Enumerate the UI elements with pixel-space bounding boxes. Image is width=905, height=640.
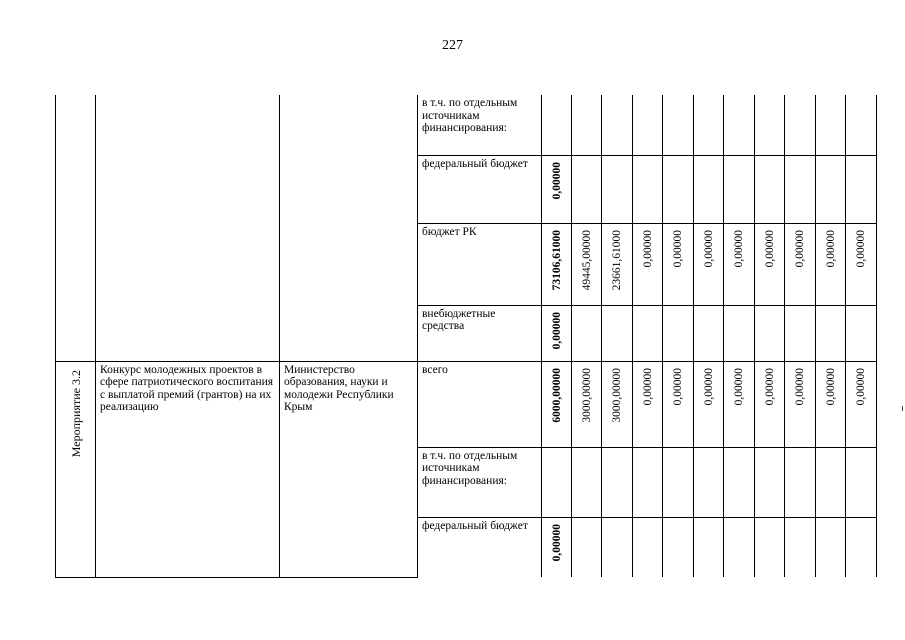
budget-table [55, 95, 877, 578]
total-cell [542, 517, 572, 577]
year-value: 0,00000 [732, 367, 745, 405]
year-cell [724, 305, 755, 361]
cell-text: в т.ч. по отдельным источникам финансирования: [422, 97, 518, 134]
year-cell [663, 361, 694, 447]
total-value: 0,00000 [550, 523, 563, 561]
year-value: 0,00000 [824, 367, 837, 405]
year-cell [755, 155, 785, 223]
year-cell [633, 305, 663, 361]
table-row [56, 361, 877, 447]
year-value: 0,00000 [824, 229, 837, 267]
total-cell [542, 95, 572, 155]
year-cell [755, 95, 785, 155]
source-label-cell [418, 361, 542, 447]
year-cell [724, 447, 755, 517]
year-cell [785, 447, 816, 517]
year-cell [785, 95, 816, 155]
total-value: 6000,00000 [550, 367, 563, 423]
year-cell [633, 95, 663, 155]
year-value: 0,00000 [793, 229, 806, 267]
year-cell [785, 223, 816, 305]
event-number-cell [56, 361, 96, 577]
event-name-cell [96, 361, 280, 577]
total-cell [542, 361, 572, 447]
cell-text: Министерство образования, науки и молодежи Республики Крым [284, 363, 394, 413]
year-cell [785, 361, 816, 447]
event-number: Мероприятие 3.2 [68, 369, 83, 457]
year-cell [846, 361, 877, 447]
year-cell [816, 305, 846, 361]
year-cell [694, 155, 724, 223]
year-cell [755, 447, 785, 517]
year-cell [785, 517, 816, 577]
year-value: 0,00000 [763, 367, 776, 405]
year-cell [602, 517, 633, 577]
year-cell [633, 155, 663, 223]
year-cell [663, 517, 694, 577]
page-number: 227 [442, 38, 463, 53]
source-label-cell [418, 517, 542, 577]
year-value: 49445,00000 [580, 229, 593, 290]
year-cell [602, 95, 633, 155]
year-value: 0,00000 [854, 367, 867, 405]
year-cell [694, 361, 724, 447]
total-value: 0,00000 [550, 161, 563, 199]
table-row [56, 95, 877, 155]
cell-text: федеральный бюджет [422, 157, 528, 170]
year-cell [633, 447, 663, 517]
total-cell [542, 155, 572, 223]
year-cell [816, 517, 846, 577]
cell-text: федеральный бюджет [422, 519, 528, 532]
year-cell [846, 95, 877, 155]
cell-text: всего [422, 363, 448, 376]
year-value: 0,00000 [641, 229, 654, 267]
year-cell [663, 447, 694, 517]
year-cell [846, 447, 877, 517]
total-value: 73106,61000 [550, 229, 563, 290]
year-cell [572, 517, 602, 577]
year-cell [816, 361, 846, 447]
year-cell [694, 95, 724, 155]
year-cell [724, 155, 755, 223]
event-number-cell [56, 95, 96, 361]
year-value: 0,00000 [793, 367, 806, 405]
margin-mark [902, 406, 903, 411]
year-cell [724, 223, 755, 305]
year-cell [724, 95, 755, 155]
year-cell [755, 305, 785, 361]
year-cell [633, 361, 663, 447]
year-value: 0,00000 [763, 229, 776, 267]
total-cell [542, 447, 572, 517]
year-cell [663, 223, 694, 305]
total-value: 0,00000 [550, 311, 563, 349]
year-cell [724, 361, 755, 447]
event-name-cell [96, 95, 280, 361]
cell-text: внебюджетные средства [422, 307, 496, 332]
year-cell [785, 155, 816, 223]
year-cell [633, 223, 663, 305]
year-cell [602, 223, 633, 305]
year-cell [602, 155, 633, 223]
year-cell [633, 517, 663, 577]
year-value: 3000,00000 [610, 367, 623, 423]
year-cell [572, 447, 602, 517]
year-cell [694, 517, 724, 577]
year-cell [816, 155, 846, 223]
total-cell [542, 223, 572, 305]
executor-cell [280, 361, 418, 577]
source-label-cell [418, 95, 542, 155]
year-value: 0,00000 [671, 367, 684, 405]
cell-text: Конкурс молодежных проектов в сфере патриотического воспитания с выплатой премий (грантов) на их реализацию [100, 363, 274, 413]
year-value: 0,00000 [641, 367, 654, 405]
source-label-cell [418, 223, 542, 305]
year-cell [755, 517, 785, 577]
year-cell [755, 223, 785, 305]
year-cell [694, 447, 724, 517]
total-cell [542, 305, 572, 361]
year-cell [602, 447, 633, 517]
year-cell [663, 155, 694, 223]
year-cell [572, 155, 602, 223]
year-cell [572, 223, 602, 305]
source-label-cell [418, 155, 542, 223]
year-value: 0,00000 [671, 229, 684, 267]
year-cell [602, 361, 633, 447]
year-cell [694, 305, 724, 361]
year-cell [724, 517, 755, 577]
year-cell [755, 361, 785, 447]
executor-cell [280, 95, 418, 361]
year-cell [816, 447, 846, 517]
year-cell [602, 305, 633, 361]
year-cell [785, 305, 816, 361]
year-cell [572, 305, 602, 361]
year-cell [846, 155, 877, 223]
year-cell [846, 517, 877, 577]
year-value: 0,00000 [732, 229, 745, 267]
year-value: 0,00000 [702, 367, 715, 405]
year-cell [846, 223, 877, 305]
year-cell [694, 223, 724, 305]
year-cell [816, 223, 846, 305]
source-label-cell [418, 305, 542, 361]
year-cell [846, 305, 877, 361]
cell-text: в т.ч. по отдельным источникам финансирования: [422, 449, 518, 487]
year-value: 23661,61000 [610, 229, 623, 290]
year-cell [572, 361, 602, 447]
year-cell [663, 95, 694, 155]
cell-text: бюджет РК [422, 225, 477, 238]
year-cell [816, 95, 846, 155]
year-value: 0,00000 [854, 229, 867, 267]
year-value: 3000,00000 [580, 367, 593, 423]
year-value: 0,00000 [702, 229, 715, 267]
source-label-cell [418, 447, 542, 517]
year-cell [572, 95, 602, 155]
year-cell [663, 305, 694, 361]
